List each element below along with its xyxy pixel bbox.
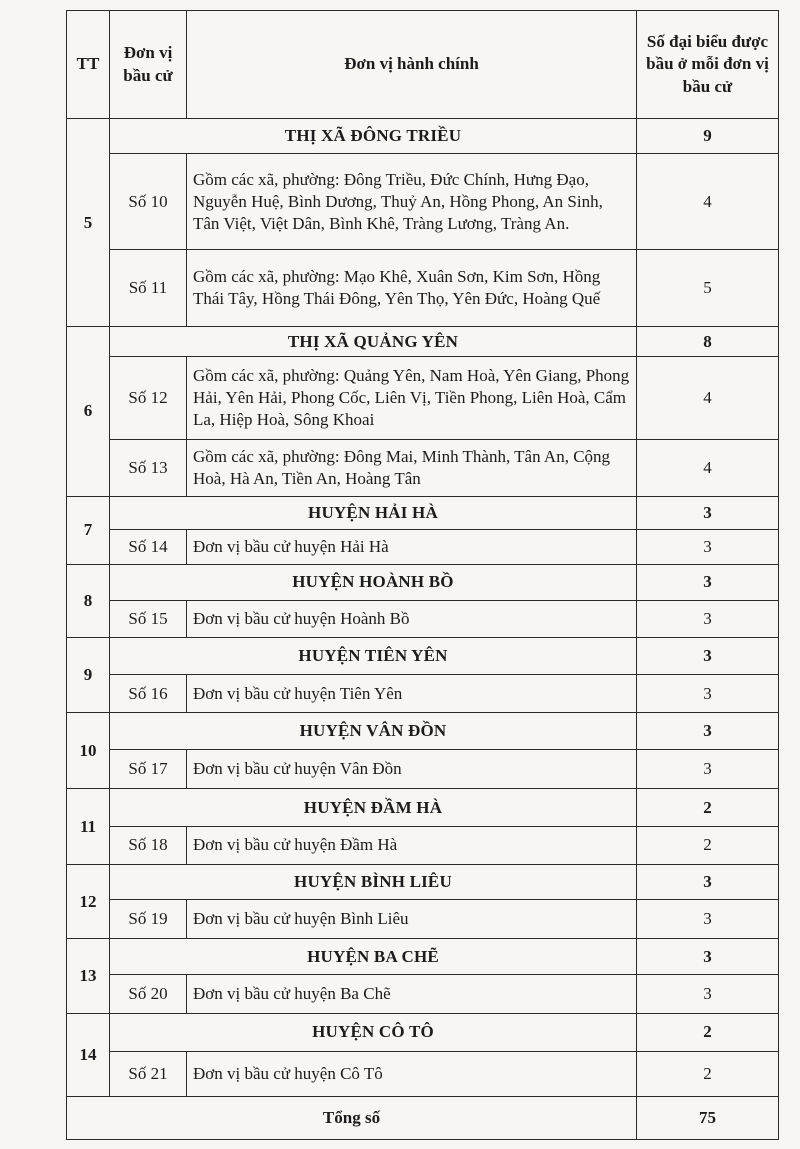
unit-count: 5 <box>637 250 779 327</box>
group-row <box>67 865 779 899</box>
unit-description: Gồm các xã, phường: Đông Mai, Minh Thành, Tân An, Cộng Hoà, Hà An, Tiền An, Hoàng Tân <box>187 440 637 497</box>
unit-description: Đơn vị bầu cử huyện Hải Hà <box>187 529 637 564</box>
unit-row <box>67 357 779 440</box>
unit-label: Số 11 <box>110 250 187 327</box>
group-row <box>67 712 779 749</box>
group-name: HUYỆN ĐẦM HÀ <box>110 789 637 826</box>
unit-row <box>67 1051 779 1096</box>
unit-count: 3 <box>637 975 779 1013</box>
unit-count: 3 <box>637 750 779 789</box>
unit-description: Đơn vị bầu cử huyện Hoành Bồ <box>187 600 637 637</box>
group-name: HUYỆN HOÀNH BỒ <box>110 565 637 600</box>
unit-count: 4 <box>637 357 779 440</box>
table-body <box>67 11 779 1140</box>
group-name: THỊ XÃ QUẢNG YÊN <box>110 327 637 357</box>
group-total: 9 <box>637 119 779 154</box>
unit-row <box>67 826 779 864</box>
group-total: 3 <box>637 496 779 529</box>
unit-count: 3 <box>637 675 779 712</box>
unit-label: Số 15 <box>110 600 187 637</box>
unit-description: Gồm các xã, phường: Đông Triều, Đức Chính, Hưng Đạo, Nguyễn Huệ, Bình Dương, Thuỷ An, Hồng Phong, An Sinh, Tân Việt, Việt Dân, Bình Khê, Tràng Lương, Tràng An. <box>187 154 637 250</box>
group-total: 3 <box>637 565 779 600</box>
group-row <box>67 565 779 600</box>
group-row <box>67 638 779 675</box>
group-total: 3 <box>637 712 779 749</box>
unit-row <box>67 529 779 564</box>
row-number: 12 <box>67 865 110 939</box>
unit-label: Số 17 <box>110 750 187 789</box>
unit-count: 2 <box>637 1051 779 1096</box>
header-delegates: Số đại biểu được bầu ở mỗi đơn vị bầu cử <box>637 11 779 119</box>
unit-description: Đơn vị bầu cử huyện Vân Đồn <box>187 750 637 789</box>
group-row <box>67 327 779 357</box>
group-row <box>67 119 779 154</box>
row-number: 5 <box>67 119 110 327</box>
group-name: HUYỆN HẢI HÀ <box>110 496 637 529</box>
unit-label: Số 19 <box>110 899 187 938</box>
total-label: Tổng số <box>67 1097 637 1140</box>
group-total: 8 <box>637 327 779 357</box>
unit-label: Số 10 <box>110 154 187 250</box>
group-name: HUYỆN VÂN ĐỒN <box>110 712 637 749</box>
unit-row <box>67 750 779 789</box>
unit-description: Đơn vị bầu cử huyện Cô Tô <box>187 1051 637 1096</box>
unit-label: Số 18 <box>110 826 187 864</box>
unit-label: Số 20 <box>110 975 187 1013</box>
group-row <box>67 789 779 826</box>
unit-description: Gồm các xã, phường: Quảng Yên, Nam Hoà, Yên Giang, Phong Hải, Yên Hải, Phong Cốc, Liên Vị, Tiền Phong, Liên Hoà, Cẩm La, Hiệp Hoà, Sông Khoai <box>187 357 637 440</box>
total-value: 75 <box>637 1097 779 1140</box>
group-row <box>67 1013 779 1051</box>
group-total: 2 <box>637 1013 779 1051</box>
group-total: 3 <box>637 938 779 974</box>
group-name: THỊ XÃ ĐÔNG TRIỀU <box>110 119 637 154</box>
unit-description: Đơn vị bầu cử huyện Ba Chẽ <box>187 975 637 1013</box>
header-unit: Đơn vị bầu cử <box>110 11 187 119</box>
unit-count: 3 <box>637 899 779 938</box>
unit-label: Số 14 <box>110 529 187 564</box>
row-number: 10 <box>67 712 110 789</box>
unit-row <box>67 675 779 712</box>
group-row <box>67 938 779 974</box>
row-number: 8 <box>67 565 110 638</box>
unit-row <box>67 600 779 637</box>
row-number: 6 <box>67 327 110 497</box>
unit-label: Số 13 <box>110 440 187 497</box>
unit-row <box>67 154 779 250</box>
unit-description: Đơn vị bầu cử huyện Bình Liêu <box>187 899 637 938</box>
unit-label: Số 21 <box>110 1051 187 1096</box>
header-row <box>67 11 779 119</box>
unit-count: 3 <box>637 529 779 564</box>
total-row <box>67 1097 779 1140</box>
unit-label: Số 12 <box>110 357 187 440</box>
group-total: 2 <box>637 789 779 826</box>
unit-row <box>67 899 779 938</box>
group-name: HUYỆN BÌNH LIÊU <box>110 865 637 899</box>
header-admin: Đơn vị hành chính <box>187 11 637 119</box>
row-number: 7 <box>67 496 110 565</box>
unit-row <box>67 975 779 1013</box>
group-name: HUYỆN TIÊN YÊN <box>110 638 637 675</box>
row-number: 11 <box>67 789 110 865</box>
unit-count: 4 <box>637 154 779 250</box>
unit-count: 4 <box>637 440 779 497</box>
unit-description: Đơn vị bầu cử huyện Đầm Hà <box>187 826 637 864</box>
header-tt: TT <box>67 11 110 119</box>
group-total: 3 <box>637 865 779 899</box>
row-number: 13 <box>67 938 110 1013</box>
election-units-table <box>66 10 779 1140</box>
unit-description: Đơn vị bầu cử huyện Tiên Yên <box>187 675 637 712</box>
unit-description: Gồm các xã, phường: Mạo Khê, Xuân Sơn, Kim Sơn, Hồng Thái Tây, Hồng Thái Đông, Yên Thọ, Yên Đức, Hoàng Quế <box>187 250 637 327</box>
unit-count: 3 <box>637 600 779 637</box>
group-name: HUYỆN CÔ TÔ <box>110 1013 637 1051</box>
group-total: 3 <box>637 638 779 675</box>
unit-row <box>67 440 779 497</box>
unit-count: 2 <box>637 826 779 864</box>
group-row <box>67 496 779 529</box>
unit-row <box>67 250 779 327</box>
row-number: 9 <box>67 638 110 713</box>
row-number: 14 <box>67 1013 110 1097</box>
group-name: HUYỆN BA CHẼ <box>110 938 637 974</box>
unit-label: Số 16 <box>110 675 187 712</box>
